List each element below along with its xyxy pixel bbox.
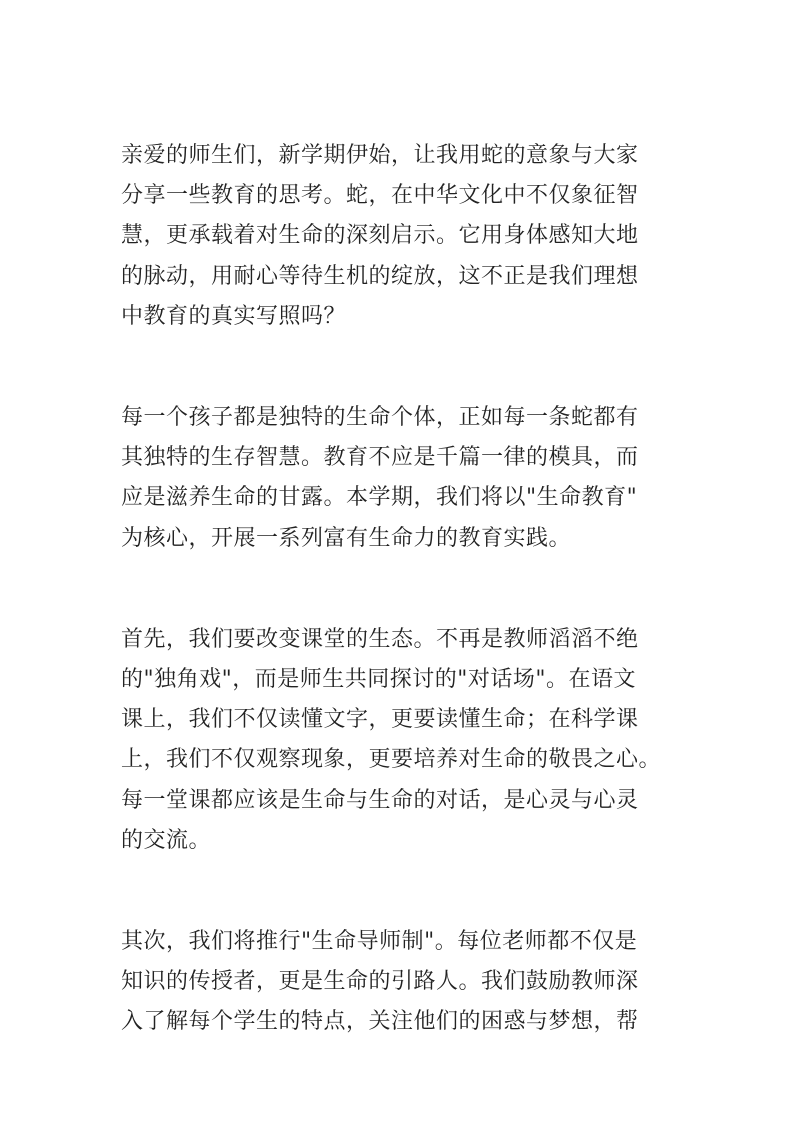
document-body <box>121 136 677 1104</box>
paragraph-1: 亲爱的师生们，新学期伊始，让我用蛇的意象与大家 分享一些教育的思考。蛇，在中华文化中不仅象征智 慧，更承载着对生命的深刻启示。它用身体感知大地 的脉动，用耐心等待生机的绽放，这不正是我们理想 中教育的真实写照吗？ <box>121 143 639 329</box>
paragraph-3: 首先，我们要改变课堂的生态。不再是教师滔滔不绝 的"独角戏"，而是师生共同探讨的"对话场"。在语文 课上，我们不仅读懂文字，更要读懂生命；在科学课 上，我们不仅观察现象，更要培养对生命的敬畏之心。 每一堂课都应该是生命与生命的对话，是心灵与心灵 的交流。 <box>121 626 662 853</box>
paragraph-4: 其次，我们将推行"生命导师制"。每位老师都不仅是 知识的传授者，更是生命的引路人。我们鼓励教师深 入了解每个学生的特点，关注他们的困惑与梦想，帮 <box>121 929 639 1035</box>
paragraph-2: 每一个孩子都是独特的生命个体，正如每一条蛇都有 其独特的生存智慧。教育不应是千篇一律的模具，而 应是滋养生命的甘露。本学期，我们将以"生命教育" 为核心，开展一系列富有生命力的教育实践。 <box>121 405 639 551</box>
